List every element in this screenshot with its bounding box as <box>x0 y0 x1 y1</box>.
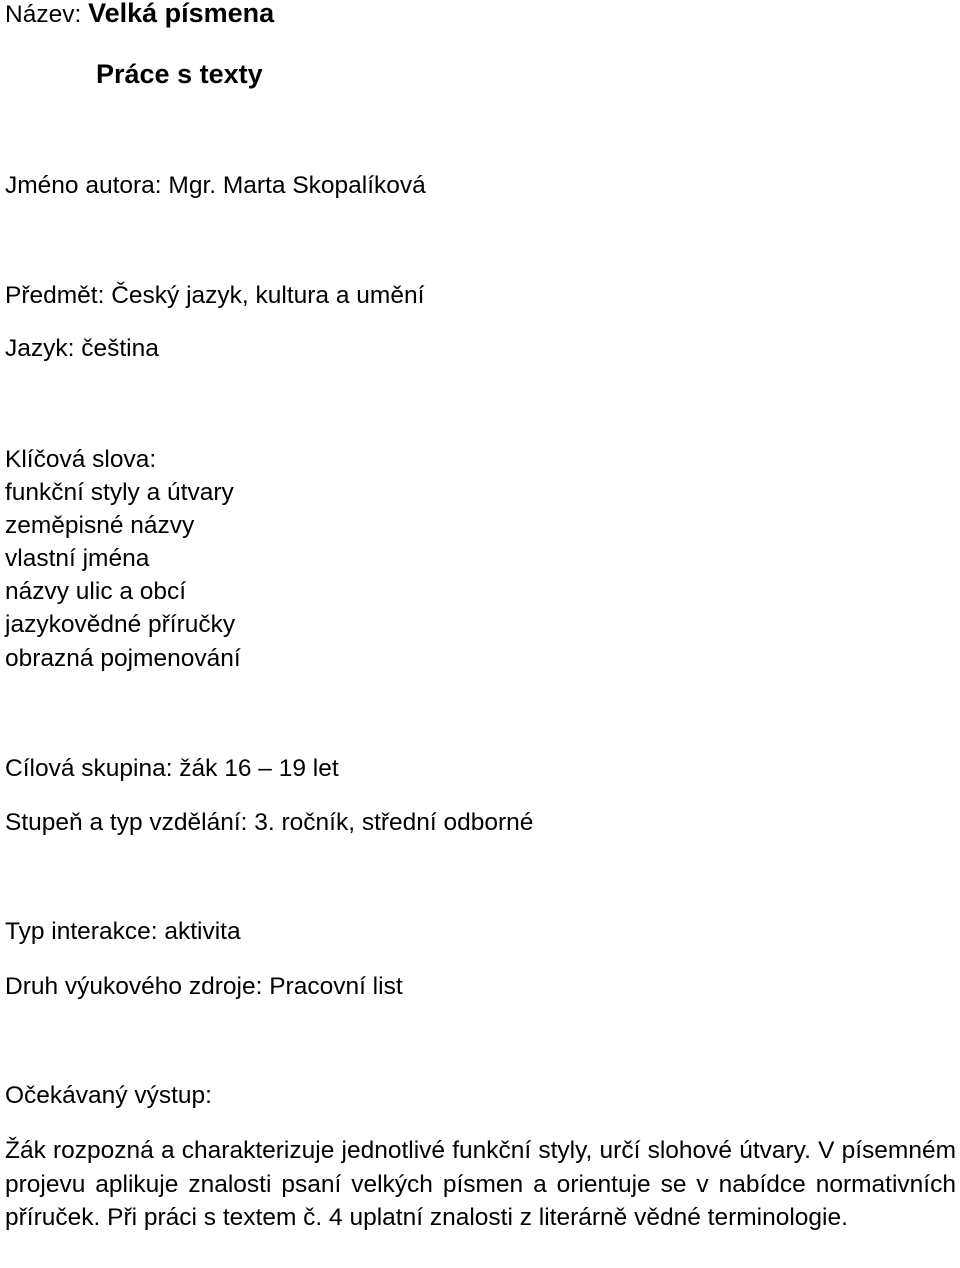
language-line: Jazyk: čeština <box>5 335 159 362</box>
education-level-line: Stupeň a typ vzdělání: 3. ročník, střední odborné <box>5 809 534 836</box>
target-group-line: Cílová skupina: žák 16 – 19 let <box>5 755 339 782</box>
interaction-type-line: Typ interakce: aktivita <box>5 918 241 945</box>
author-line: Jméno autora: Mgr. Marta Skopalíková <box>5 172 426 199</box>
expected-output-text: Žák rozpozná a charakterizuje jednotlivé funkční styly, určí slohové útvary. V písemném projevu aplikuje znalosti psaní velkých písmen a orientuje se v nabídce normativních příruček. Při práci s textem č. 4 uplatní znalosti z literárně vědné terminologie. <box>5 1137 956 1231</box>
keyword-item: jazykovědné příručky <box>5 611 236 638</box>
title-label: Název: <box>5 1 89 28</box>
resource-type-line: Druh výukového zdroje: Pracovní list <box>5 973 403 1000</box>
keyword-item: zeměpisné názvy <box>5 512 195 539</box>
expected-output-label: Očekávaný výstup: <box>5 1082 212 1109</box>
title-value: Velká písmena <box>88 0 275 28</box>
keywords-label: Klíčová slova: <box>5 446 157 473</box>
keyword-item: obrazná pojmenování <box>5 645 241 672</box>
keyword-item: funkční styly a útvary <box>5 479 234 506</box>
subject-line: Předmět: Český jazyk, kultura a umění <box>5 282 425 309</box>
keyword-item: vlastní jména <box>5 545 150 572</box>
keyword-item: názvy ulic a obcí <box>5 578 187 605</box>
title-line <box>5 0 274 32</box>
subtitle: Práce s texty <box>96 59 263 89</box>
